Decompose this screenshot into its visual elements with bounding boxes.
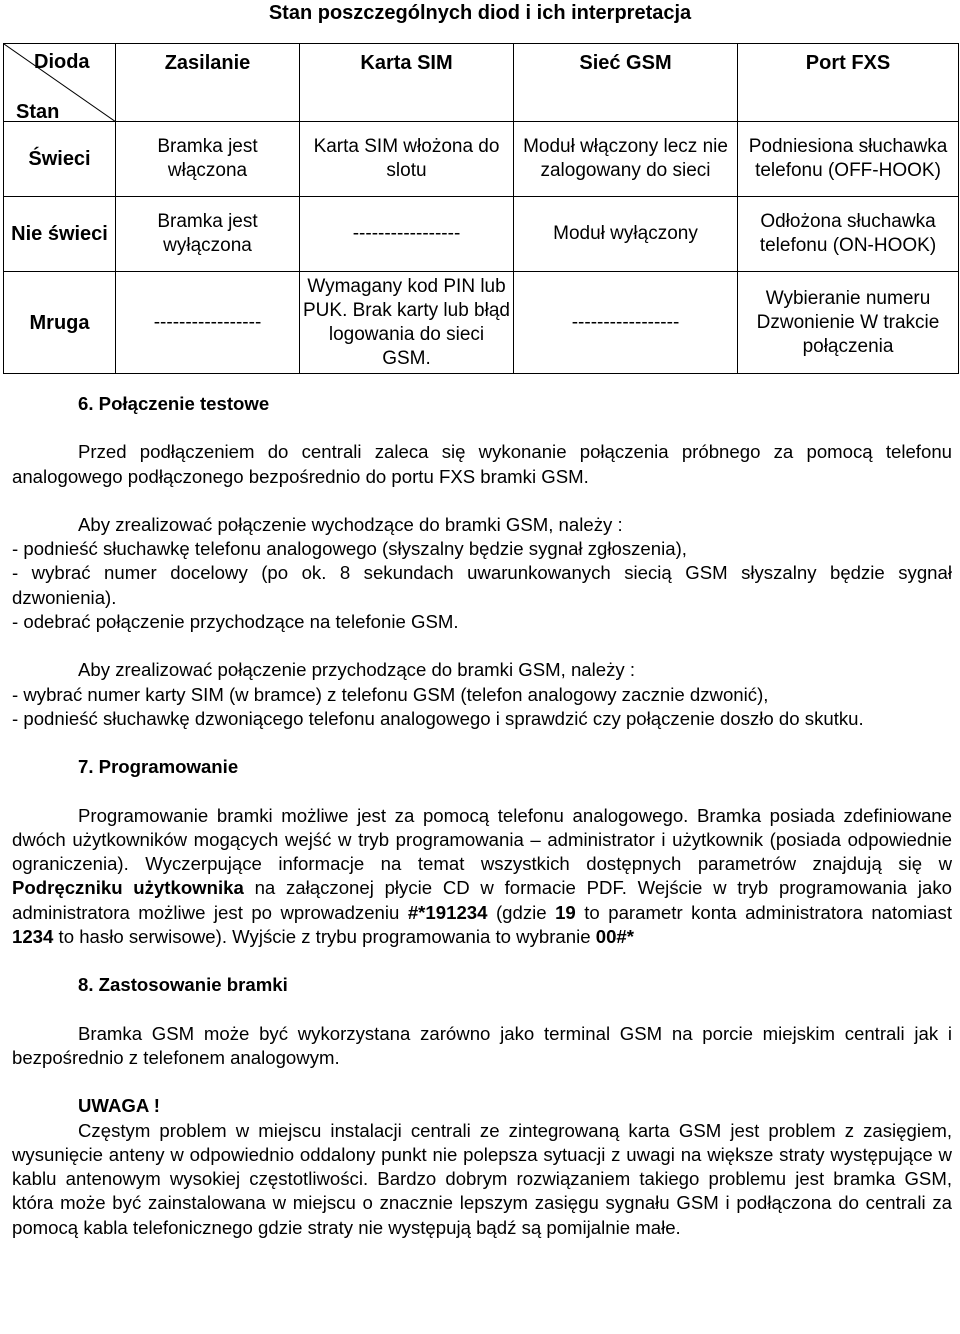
incoming-step: - wybrać numer karty SIM (w bramce) z telefonu GSM (telefon analogowy zacznie dzwonić), bbox=[12, 683, 769, 705]
exit-code: 00#* bbox=[595, 926, 635, 948]
row-label-swieci: Świeci bbox=[4, 122, 116, 197]
corner-stan-label: Stan bbox=[16, 101, 60, 123]
section-7-text: Programowanie bramki możliwe jest za pomocą telefonu analogowego. Bramka posiada zdefiniowane dwóch użytkowników mogących wejść w tryb programowania – administrator i użytkownik (posiada odpowiednie ograniczenia). Wyczerpujące informacje na temat wszystkich dostępnych parametrów znajdują się w bbox=[12, 804, 952, 875]
outgoing-intro: Aby zrealizować połączenie wychodzące do bramki GSM, należy : bbox=[78, 513, 623, 535]
document-body bbox=[12, 392, 952, 1240]
section-8-heading: 8. Zastosowanie bramki bbox=[78, 974, 288, 996]
table-row bbox=[4, 272, 959, 374]
cell-port-fxs: Podniesiona słuchawka telefonu (OFF-HOOK) bbox=[738, 122, 959, 197]
outgoing-step: - podnieść słuchawkę telefonu analogowego (słyszalny będzie sygnał zgłoszenia), bbox=[12, 538, 687, 560]
led-status-table bbox=[3, 43, 959, 374]
incoming-step: - podnieść słuchawkę dzwoniącego telefonu analogowego i sprawdzić czy połączenie doszło do skutku. bbox=[12, 707, 864, 729]
cell-zasilanie: ----------------- bbox=[116, 272, 300, 374]
corner-cell bbox=[4, 44, 116, 122]
section-6-paragraph: Przed podłączeniem do centrali zaleca się wykonanie połączenia próbnego za pomocą telefonu analogowego podłączonego bezpośrednio do portu FXS bramki GSM. bbox=[12, 441, 952, 487]
section-7-text: na załączonej płycie CD w formacie PDF. Wejście w tryb programowania jako administratora możliwe jest po wprowadzeniu bbox=[12, 877, 952, 923]
corner-dioda-label: Dioda bbox=[34, 51, 90, 73]
service-password: 1234 bbox=[12, 926, 54, 948]
table-header-row bbox=[4, 44, 959, 122]
cell-zasilanie: Bramka jest wyłączona bbox=[116, 197, 300, 272]
header-zasilanie: Zasilanie bbox=[116, 44, 300, 122]
cell-karta-sim: ----------------- bbox=[300, 197, 514, 272]
section-7-text: (gdzie bbox=[487, 901, 556, 923]
section-7-text: to hasło serwisowe). Wyjście z trybu programowania to wybranie bbox=[53, 926, 596, 948]
cell-siec-gsm: Moduł wyłączony bbox=[514, 197, 738, 272]
outgoing-step: - odebrać połączenie przychodzące na telefonie GSM. bbox=[12, 611, 459, 633]
cell-karta-sim: Wymagany kod PIN lub PUK. Brak karty lub błąd logowania do sieci GSM. bbox=[300, 272, 514, 374]
cell-zasilanie: Bramka jest włączona bbox=[116, 122, 300, 197]
table-row bbox=[4, 122, 959, 197]
manual-reference: Podręczniku użytkownika bbox=[12, 877, 244, 899]
warning-paragraph: Częstym problem w miejscu instalacji centrali ze zintegrowaną karta GSM jest problem z zasięgiem, wysunięcie anteny w odpowiednio oddalony punkt nie polepsza sytuacji z uwagi na większe straty występujące w kablu antenowym wysokiej częstotliwości. Bardzo dobrym rozwiązaniem takiego problemu jest bramka GSM, która może być zainstalowana w miejscu o znacznie lepszym zasięgu sygnału GSM i podłączona do centrali za pomocą kabla telefonicznego gdzie straty nie występują bądź są pomijalnie małe. bbox=[12, 1119, 952, 1238]
row-label-mruga: Mruga bbox=[4, 272, 116, 374]
cell-siec-gsm: Moduł włączony lecz nie zalogowany do sieci bbox=[514, 122, 738, 197]
incoming-intro: Aby zrealizować połączenie przychodzące do bramki GSM, należy : bbox=[78, 659, 636, 681]
table-row bbox=[4, 197, 959, 272]
section-7-heading: 7. Programowanie bbox=[78, 756, 239, 778]
header-siec-gsm: Sieć GSM bbox=[514, 44, 738, 122]
section-7-paragraph bbox=[12, 804, 952, 950]
header-port-fxs: Port FXS bbox=[738, 44, 959, 122]
section-6-heading: 6. Połączenie testowe bbox=[78, 393, 270, 414]
row-label-nie-swieci: Nie świeci bbox=[4, 197, 116, 272]
section-7-text: to parametr konta administratora natomiast bbox=[575, 901, 952, 923]
warning-heading: UWAGA ! bbox=[78, 1095, 160, 1117]
cell-port-fxs: Wybieranie numeru Dzwonienie W trakcie połączenia bbox=[738, 272, 959, 374]
cell-siec-gsm: ----------------- bbox=[514, 272, 738, 374]
section-8-paragraph: Bramka GSM może być wykorzystana zarówno jako terminal GSM na porcie miejskim centrali jak i bezpośrednio z telefonem analogowym. bbox=[12, 1022, 952, 1068]
account-param: 19 bbox=[555, 901, 576, 923]
header-karta-sim: Karta SIM bbox=[300, 44, 514, 122]
document-title: Stan poszczególnych diod i ich interpretacja bbox=[268, 2, 692, 24]
cell-karta-sim: Karta SIM włożona do slotu bbox=[300, 122, 514, 197]
outgoing-step: - wybrać numer docelowy (po ok. 8 sekundach uwarunkowanych siecią GSM słyszalny będzie sygnał dzwonienia). bbox=[12, 562, 952, 608]
cell-port-fxs: Odłożona słuchawka telefonu (ON-HOOK) bbox=[738, 197, 959, 272]
admin-code: #*191234 bbox=[407, 901, 488, 923]
